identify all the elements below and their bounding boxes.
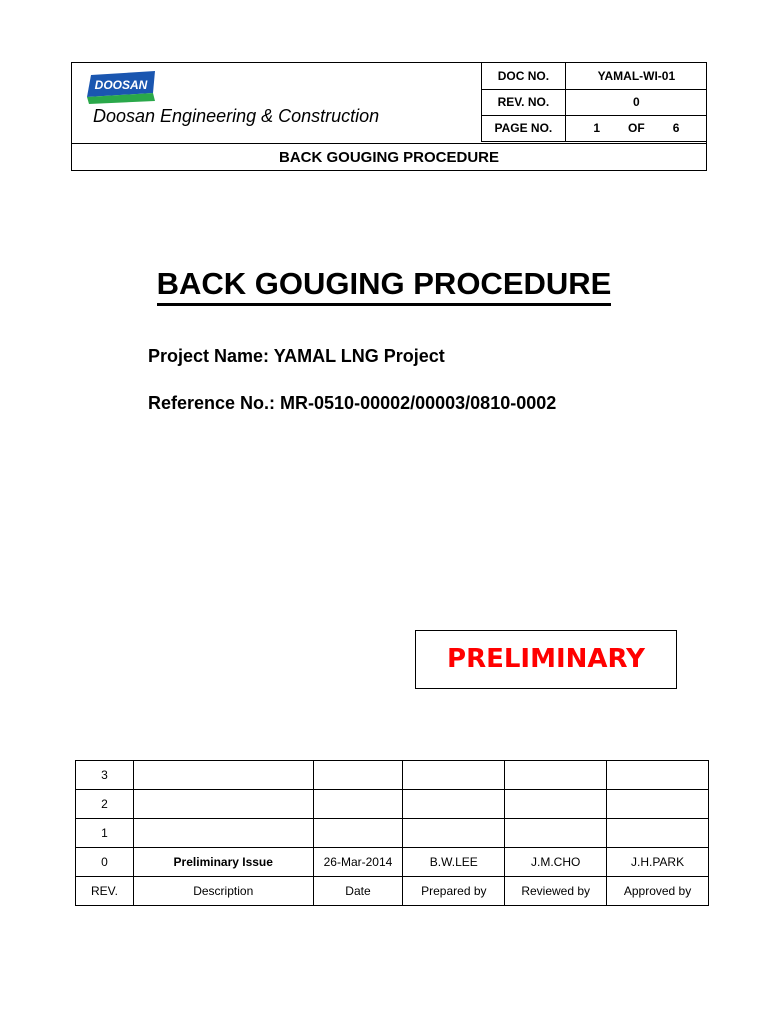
revision-cell-date	[313, 790, 403, 819]
document-title	[0, 266, 768, 302]
logo-text: DOOSAN	[94, 78, 148, 92]
page-no-label: PAGE NO.	[482, 115, 566, 141]
revision-cell-prepared-by	[403, 761, 505, 790]
page-total: 6	[672, 121, 680, 135]
document-header	[71, 62, 707, 171]
revision-cell-reviewed-by: J.M.CHO	[505, 848, 607, 877]
revision-cell-date	[313, 819, 403, 848]
revision-cell-date	[313, 761, 403, 790]
revision-cell-approved-by	[607, 761, 709, 790]
revision-table	[75, 760, 709, 906]
revision-cell-rev: 3	[76, 761, 134, 790]
header-title: BACK GOUGING PROCEDURE	[72, 143, 706, 171]
revision-header-rev: REV.	[76, 877, 134, 906]
revision-header-date: Date	[313, 877, 403, 906]
revision-header-approved-by: Approved by	[607, 877, 709, 906]
revision-cell-prepared-by	[403, 790, 505, 819]
revision-cell-rev: 1	[76, 819, 134, 848]
revision-cell-approved-by	[607, 819, 709, 848]
revision-cell-description	[133, 761, 313, 790]
revision-row	[76, 761, 709, 790]
revision-header-description: Description	[133, 877, 313, 906]
revision-row	[76, 848, 709, 877]
reference-number: Reference No.: MR-0510-00002/00003/0810-0002	[148, 393, 557, 413]
doosan-logo	[85, 69, 157, 105]
revision-cell-approved-by	[607, 790, 709, 819]
doc-no-label: DOC NO.	[482, 63, 566, 89]
company-name: Doosan Engineering & Construction	[93, 106, 380, 126]
doc-no-value: YAMAL-WI-01	[565, 63, 707, 89]
revision-cell-date: 26-Mar-2014	[313, 848, 403, 877]
revision-header-reviewed-by: Reviewed by	[505, 877, 607, 906]
page-of: OF	[628, 121, 645, 135]
doc-no-row	[482, 63, 708, 89]
logo-area	[72, 63, 481, 143]
document-title-text: BACK GOUGING PROCEDURE	[157, 266, 612, 306]
rev-no-label: REV. NO.	[482, 89, 566, 115]
revision-cell-description	[133, 819, 313, 848]
revision-row	[76, 819, 709, 848]
doc-meta-table	[481, 63, 707, 142]
revision-cell-reviewed-by	[505, 819, 607, 848]
revision-cell-prepared-by	[403, 819, 505, 848]
revision-header-prepared-by: Prepared by	[403, 877, 505, 906]
page-current: 1	[593, 121, 601, 135]
preliminary-stamp: PRELIMINARY	[415, 630, 677, 689]
revision-row	[76, 790, 709, 819]
revision-cell-prepared-by: B.W.LEE	[403, 848, 505, 877]
page-no-row	[482, 115, 708, 141]
revision-cell-description: Preliminary Issue	[133, 848, 313, 877]
revision-cell-approved-by: J.H.PARK	[607, 848, 709, 877]
page-no-value	[565, 115, 707, 141]
rev-no-value: 0	[565, 89, 707, 115]
revision-cell-reviewed-by	[505, 790, 607, 819]
revision-cell-rev: 2	[76, 790, 134, 819]
revision-cell-reviewed-by	[505, 761, 607, 790]
revision-header-row	[76, 877, 709, 906]
rev-no-row	[482, 89, 708, 115]
revision-cell-description	[133, 790, 313, 819]
revision-cell-rev: 0	[76, 848, 134, 877]
project-name: Project Name: YAMAL LNG Project	[148, 346, 445, 366]
